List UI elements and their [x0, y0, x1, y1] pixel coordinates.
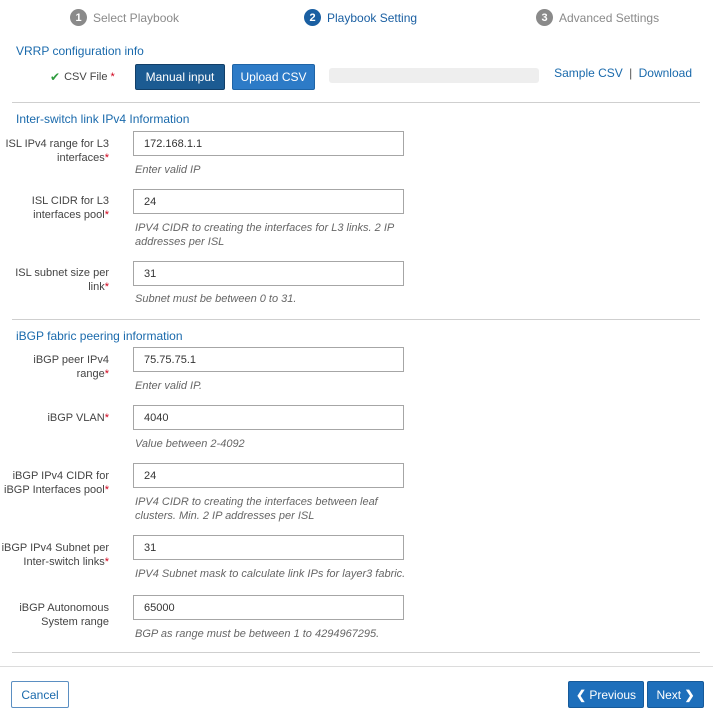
- chevron-left-icon: ❮: [575, 687, 587, 702]
- isl-subnet-size-label: [0, 266, 109, 294]
- ibgp-subnet-hint: IPV4 Subnet mask to calculate link IPs for layer3 fabric.: [135, 568, 406, 580]
- step-number: 2: [304, 9, 321, 26]
- section-title-vrrp: VRRP configuration info: [16, 44, 144, 58]
- footer-divider: [0, 666, 713, 667]
- section-title-ibgp: iBGP fabric peering information: [16, 329, 183, 343]
- required-mark: *: [104, 556, 109, 568]
- ibgp-vlan-hint: Value between 2-4092: [135, 438, 245, 450]
- isl-ipv4-range-hint: Enter valid IP: [135, 164, 201, 176]
- isl-cidr-label: [0, 194, 109, 222]
- field-label-text: ISL IPv4 range for L3 interfaces: [5, 138, 109, 164]
- required-mark: *: [104, 152, 109, 164]
- required-mark: *: [104, 281, 109, 293]
- step-select-playbook[interactable]: [70, 9, 179, 26]
- ibgp-cidr-label: [0, 469, 109, 497]
- ibgp-cidr-hint: IPV4 CIDR to creating the interfaces between leaf clusters. Min. 2 IP addresses per ISL: [135, 496, 378, 522]
- section-divider: [12, 652, 700, 653]
- download-link[interactable]: Download: [638, 66, 692, 80]
- required-mark: *: [104, 412, 109, 424]
- step-playbook-setting[interactable]: [304, 9, 417, 26]
- ibgp-subnet-label: [0, 541, 109, 569]
- step-label: Playbook Setting: [327, 10, 418, 25]
- field-label-text: iBGP IPv4 Subnet per Inter-switch links: [1, 542, 109, 568]
- check-icon: ✔: [50, 70, 61, 84]
- field-label-text: ISL subnet size per link: [15, 267, 109, 293]
- previous-button[interactable]: [568, 681, 644, 708]
- wizard-steps: [0, 0, 713, 36]
- csv-file-text: CSV File: [64, 71, 108, 83]
- csv-file-row: [0, 64, 713, 92]
- step-number: 3: [536, 9, 553, 26]
- ibgp-peer-range-hint: Enter valid IP.: [135, 380, 203, 392]
- step-number: 1: [70, 9, 87, 26]
- isl-cidr-hint: IPV4 CIDR to creating the interfaces for L3 links. 2 IP addresses per ISL: [135, 222, 394, 248]
- step-advanced-settings[interactable]: [536, 9, 659, 26]
- ibgp-subnet-input[interactable]: [133, 535, 404, 560]
- ibgp-as-range-label: [0, 601, 109, 629]
- ibgp-vlan-input[interactable]: [133, 405, 404, 430]
- required-mark: *: [104, 484, 109, 496]
- upload-csv-button[interactable]: Upload CSV: [232, 64, 315, 90]
- ibgp-vlan-label: [0, 411, 109, 425]
- isl-cidr-input[interactable]: [133, 189, 404, 214]
- ibgp-as-range-hint: BGP as range must be between 1 to 4294967295.: [135, 628, 380, 640]
- step-label: Select Playbook: [93, 10, 180, 25]
- isl-subnet-size-input[interactable]: [133, 261, 404, 286]
- required-mark: *: [110, 71, 115, 83]
- csv-file-label: [50, 70, 115, 84]
- cancel-button[interactable]: Cancel: [11, 681, 69, 708]
- isl-subnet-size-hint: Subnet must be between 0 to 31.: [135, 293, 297, 305]
- next-label: Next: [656, 687, 682, 702]
- ibgp-cidr-input[interactable]: [133, 463, 404, 488]
- isl-ipv4-range-label: [0, 137, 109, 165]
- isl-ipv4-range-input[interactable]: [133, 131, 404, 156]
- section-divider: [12, 102, 700, 103]
- required-mark: *: [104, 209, 109, 221]
- ibgp-peer-range-input[interactable]: [133, 347, 404, 372]
- required-mark: *: [104, 368, 109, 380]
- field-label-text: iBGP peer IPv4 range: [33, 354, 109, 380]
- field-label-text: iBGP Autonomous System range: [19, 602, 109, 628]
- section-divider: [12, 319, 700, 320]
- csv-links: [554, 66, 692, 80]
- next-button[interactable]: [647, 681, 704, 708]
- step-label: Advanced Settings: [559, 10, 660, 25]
- upload-progress-bar: [329, 68, 539, 83]
- ibgp-as-range-input[interactable]: [133, 595, 404, 620]
- sample-csv-link[interactable]: Sample CSV: [554, 66, 623, 80]
- chevron-right-icon: ❯: [684, 687, 695, 702]
- manual-input-button[interactable]: Manual input: [135, 64, 225, 90]
- field-label-text: ISL CIDR for L3 interfaces pool: [31, 195, 109, 221]
- link-separator: |: [629, 66, 633, 80]
- previous-label: Previous: [589, 687, 637, 702]
- ibgp-peer-range-label: [0, 353, 109, 381]
- section-title-isl: Inter-switch link IPv4 Information: [16, 112, 190, 126]
- field-label-text: iBGP IPv4 CIDR for iBGP Interfaces pool: [4, 470, 109, 496]
- field-label-text: iBGP VLAN: [47, 412, 105, 424]
